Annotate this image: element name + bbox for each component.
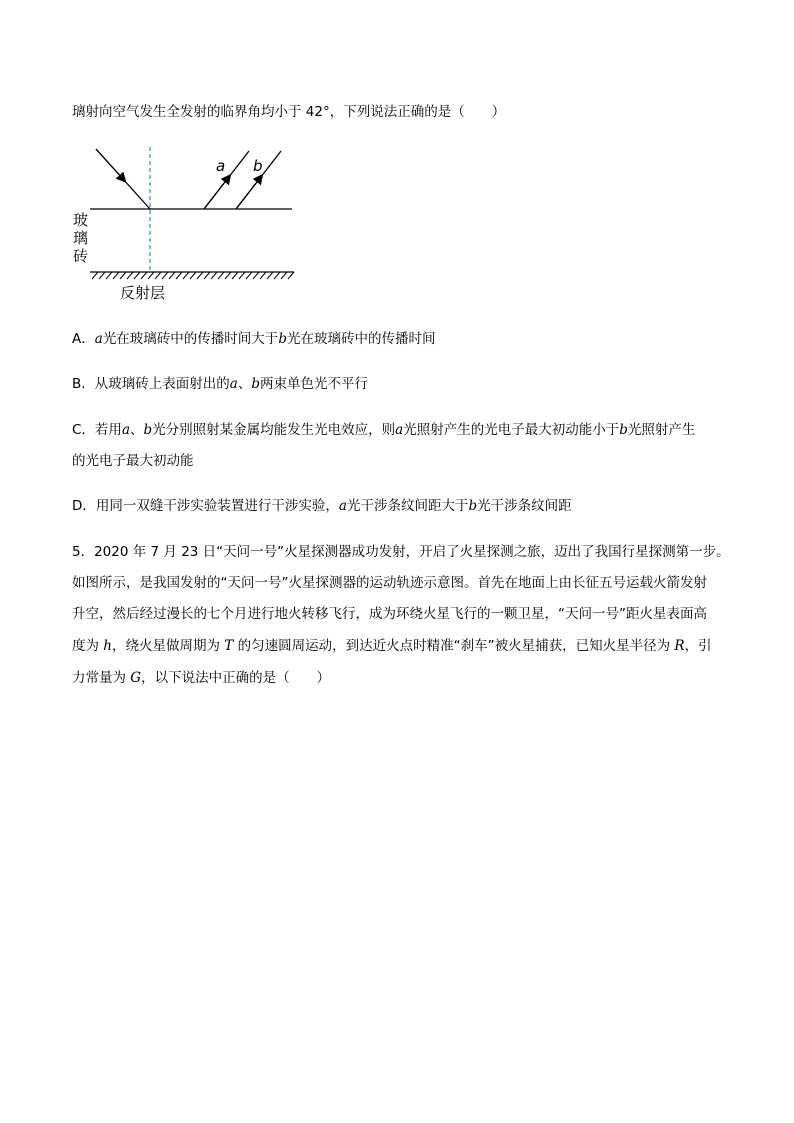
option-b bbox=[72, 375, 368, 393]
option-c-text-2: 光分别照射某金属均能发生光电效应，则 bbox=[152, 422, 396, 438]
question-5-line-4-text-2: ，绕火星做周期为 bbox=[112, 638, 225, 654]
question-4-stem: 璃射向空气发生全发射的临界角均小于 42°，下列说法正确的是（ ） bbox=[72, 104, 506, 120]
question-5-line-5 bbox=[72, 669, 330, 687]
option-c-var-4: b bbox=[619, 422, 628, 438]
reflective-layer-label: 反射层 bbox=[120, 284, 166, 302]
glass-brick-diagram bbox=[72, 143, 302, 308]
option-c-text-3: 光照射产生的光电子最大初动能小于 bbox=[403, 422, 620, 438]
option-a-var-1: a bbox=[94, 331, 103, 347]
option-b-text-2: 两束单色光不平行 bbox=[259, 376, 368, 392]
option-a bbox=[72, 330, 435, 348]
var-T: T bbox=[224, 638, 234, 654]
option-c-var-1: a bbox=[121, 422, 130, 438]
glass-label-char-3: 砖 bbox=[73, 247, 89, 265]
option-c bbox=[72, 421, 695, 439]
ray-a-label: a bbox=[216, 157, 226, 175]
var-R: R bbox=[674, 638, 685, 654]
option-a-var-2: b bbox=[278, 331, 287, 347]
option-d-var-1: a bbox=[338, 498, 347, 514]
incident-ray-arrow bbox=[96, 149, 123, 179]
option-c-text-1: 、 bbox=[130, 422, 144, 438]
var-h: h bbox=[103, 638, 112, 654]
question-5-line-2: 如图所示，是我国发射的“天问一号”火星探测器的运动轨迹示意图。首先在地面上由长征五号运载火箭发射 bbox=[72, 575, 707, 591]
ray-b-arrow bbox=[236, 178, 260, 209]
var-G: G bbox=[130, 670, 142, 686]
option-d-text-2: 光干涉条纹间距 bbox=[477, 498, 572, 514]
ray-a-arrow bbox=[204, 178, 228, 209]
option-c-var-2: b bbox=[143, 422, 153, 438]
option-d-text-1: 光干涉条纹间距大于 bbox=[346, 498, 469, 514]
option-b-text-1: 、 bbox=[237, 376, 252, 392]
option-b-var-1: a bbox=[229, 376, 238, 392]
glass-label-char-2: 璃 bbox=[73, 229, 89, 247]
question-5-line-3: 升空，然后经过漫长的七个月进行地火转移飞行，成为环绕火星飞行的一颗卫星，“天问一号”距火星表面高 bbox=[72, 606, 707, 622]
option-d-var-2: b bbox=[468, 498, 478, 514]
option-b-prefix: B．从玻璃砖上表面射出的 bbox=[72, 376, 230, 392]
reflective-layer-hatching bbox=[92, 272, 294, 279]
ray-diagram-svg bbox=[72, 143, 302, 308]
option-a-text-2: 光在玻璃砖中的传播时间 bbox=[286, 331, 436, 347]
option-c-var-3: a bbox=[395, 422, 404, 438]
option-d-prefix: D．用同一双缝干涉实验装置进行干涉实验， bbox=[72, 498, 339, 514]
option-d bbox=[72, 497, 572, 515]
question-5-line-4-text-4: ，引 bbox=[684, 638, 712, 654]
question-5-line-1: 5．2020 年 7 月 23 日“天问一号”火星探测器成功发射，开启了火星探测之旅，迈出了我国行星探测第一步。 bbox=[72, 544, 730, 560]
option-a-text-1: 光在玻璃砖中的传播时间大于 bbox=[102, 331, 279, 347]
option-c-line-2: 的光电子最大初动能 bbox=[72, 453, 194, 469]
question-5-line-5-text-1: 力常量为 bbox=[72, 670, 131, 686]
option-a-prefix: A． bbox=[72, 331, 95, 347]
option-c-prefix: C．若用 bbox=[72, 422, 122, 438]
question-5-line-4-text-3: 的匀速圆周运动，到达近火点时精准“刹车”被火星捕获，已知火星半径为 bbox=[233, 638, 675, 654]
option-b-var-2: b bbox=[251, 376, 260, 392]
glass-label-char-1: 玻 bbox=[73, 211, 89, 229]
question-5-line-4 bbox=[72, 637, 712, 655]
option-c-text-4: 光照射产生 bbox=[627, 422, 696, 438]
question-5-line-4-text-1: 度为 bbox=[72, 638, 104, 654]
question-5-line-5-text-2: ，以下说法中正确的是（ ） bbox=[141, 670, 331, 686]
ray-b-label: b bbox=[253, 157, 263, 175]
